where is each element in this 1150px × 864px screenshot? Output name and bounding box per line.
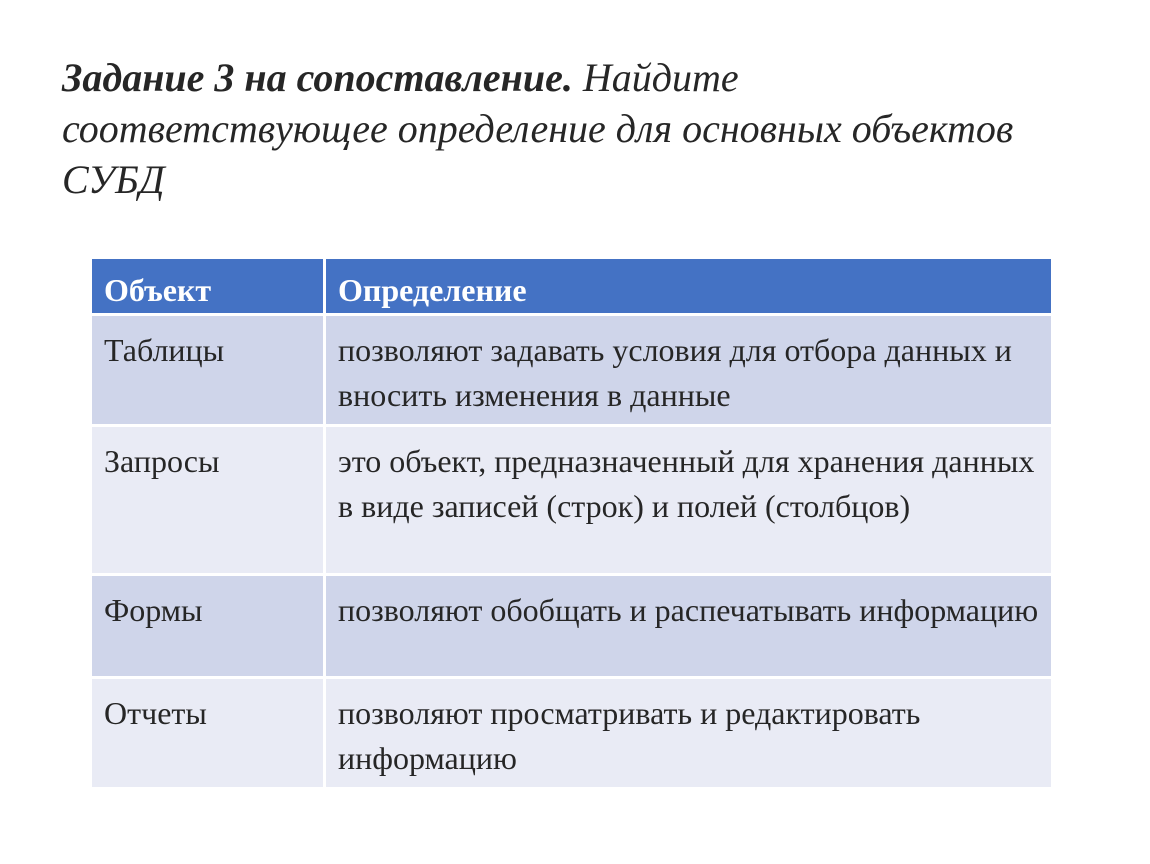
table-header-row: [92, 259, 1051, 315]
definition-cell: позволяют задавать условия для отбора данных и вносить изменения в данные: [325, 315, 1052, 426]
task-title: [62, 52, 1062, 205]
table-row: [92, 426, 1051, 575]
definition-cell: позволяют обобщать и распечатывать информацию: [325, 575, 1052, 678]
table-row: [92, 575, 1051, 678]
object-cell: Таблицы: [92, 315, 325, 426]
definition-cell: это объект, предназначенный для хранения данных в виде записей (строк) и полей (столбцов): [325, 426, 1052, 575]
table-row: [92, 315, 1051, 426]
matching-table: [92, 259, 1051, 790]
header-object: Объект: [92, 259, 325, 315]
object-cell: Отчеты: [92, 678, 325, 789]
task-title-bold: Задание 3 на сопоставление.: [62, 55, 573, 100]
object-cell: Формы: [92, 575, 325, 678]
object-cell: Запросы: [92, 426, 325, 575]
definition-cell: позволяют просматривать и редактировать информацию: [325, 678, 1052, 789]
task-title-instruction: Найдите соответствующее определение для основных объектов СУБД: [62, 55, 1014, 202]
table-row: [92, 678, 1051, 789]
header-definition: Определение: [325, 259, 1052, 315]
